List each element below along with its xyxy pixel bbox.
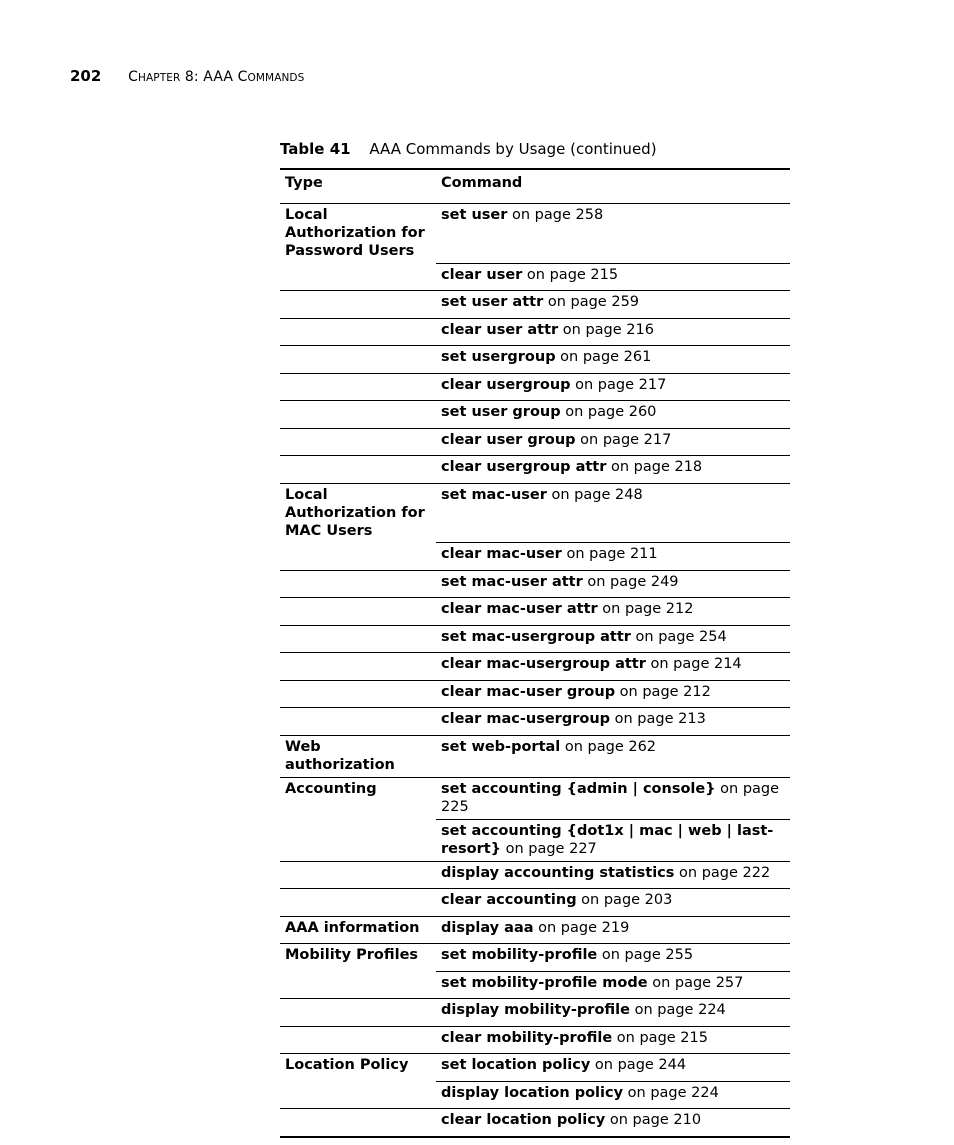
command-cell [436, 916, 790, 944]
table-row [280, 653, 790, 681]
page-reference: on page 222 [674, 864, 771, 881]
table-row [280, 916, 790, 944]
page-reference: on page 211 [561, 546, 658, 562]
type-cell [280, 598, 436, 626]
table-row [280, 999, 790, 1027]
command-name: set mac-user attr [441, 573, 583, 590]
command-name: set mac-usergroup attr [441, 628, 631, 645]
command-name: set user group [441, 404, 561, 420]
command-name: set mac-user [441, 486, 547, 503]
command-cell [436, 598, 790, 626]
table-header-row [280, 169, 790, 204]
type-cell [280, 570, 436, 598]
command-cell [436, 1109, 790, 1137]
page-reference: on page 224 [623, 1084, 719, 1101]
type-cell: Local Authorization for Password Users [280, 204, 436, 264]
type-cell [280, 456, 436, 484]
command-cell [436, 318, 790, 346]
command-cell [436, 999, 790, 1027]
table-number: Table 41 [280, 140, 351, 158]
command-cell [436, 680, 790, 708]
command-name: clear mac-usergroup attr [441, 656, 646, 672]
table-row [280, 1054, 790, 1082]
table-row [280, 204, 790, 264]
type-cell [280, 819, 436, 861]
type-cell: Accounting [280, 777, 436, 819]
type-cell [280, 263, 436, 291]
command-cell [436, 1081, 790, 1109]
command-cell [436, 456, 790, 484]
command-name: display location policy [441, 1084, 624, 1101]
command-name: set usergroup [441, 349, 556, 365]
aaa-commands-table [280, 168, 790, 1138]
table-row [280, 971, 790, 999]
table-row [280, 598, 790, 626]
column-header-command: Command [436, 169, 790, 204]
table-row [280, 680, 790, 708]
page-reference: on page 210 [605, 1112, 702, 1128]
type-cell [280, 428, 436, 456]
table-row [280, 625, 790, 653]
page-reference: on page 244 [590, 1057, 687, 1073]
page-reference: on page 225 [441, 780, 780, 815]
command-name: display accounting statistics [441, 864, 675, 881]
command-cell [436, 889, 790, 917]
table-row [280, 735, 790, 777]
command-name: clear usergroup attr [441, 459, 607, 475]
page-reference: on page 212 [597, 601, 694, 617]
page-reference: on page 219 [533, 919, 630, 936]
type-cell [280, 346, 436, 374]
page-reference: on page 217 [575, 431, 672, 448]
table-row [280, 401, 790, 429]
table-row [280, 483, 790, 543]
table-row [280, 570, 790, 598]
type-cell: Web authorization [280, 735, 436, 777]
command-name: clear accounting [441, 892, 577, 908]
page-reference: on page 215 [612, 1029, 708, 1046]
command-name: clear mac-user [441, 546, 562, 562]
type-cell [280, 291, 436, 319]
table-row [280, 428, 790, 456]
page-reference: on page 255 [597, 947, 694, 963]
type-cell [280, 653, 436, 681]
command-cell [436, 401, 790, 429]
type-cell [280, 889, 436, 917]
command-name: display mobility-profile [441, 1002, 630, 1018]
command-cell [436, 543, 790, 571]
command-name: set user [441, 207, 508, 223]
command-cell [436, 625, 790, 653]
command-name: clear user [441, 266, 523, 283]
page-reference: on page 212 [615, 683, 711, 700]
command-name: clear user group [441, 431, 576, 448]
command-name: clear mac-usergroup [441, 711, 611, 727]
table-row [280, 819, 790, 861]
table-row [280, 543, 790, 571]
command-cell [436, 483, 790, 543]
command-cell [436, 944, 790, 972]
type-cell [280, 680, 436, 708]
table-row [280, 1081, 790, 1109]
type-cell [280, 1081, 436, 1109]
page-reference: on page 258 [507, 207, 604, 223]
table-row [280, 346, 790, 374]
command-name: clear mac-user attr [441, 601, 598, 617]
type-cell: AAA information [280, 916, 436, 944]
page-reference: on page 224 [629, 1002, 726, 1018]
table-row [280, 373, 790, 401]
command-name: set accounting {dot1x | mac | web | last-resort} [441, 822, 774, 857]
command-cell [436, 346, 790, 374]
page-reference: on page 261 [555, 349, 652, 365]
command-cell [436, 653, 790, 681]
table-row [280, 263, 790, 291]
page-reference: on page 218 [606, 459, 703, 475]
table-caption [280, 139, 657, 159]
command-name: set accounting {admin | console} [441, 780, 716, 797]
command-cell [436, 1026, 790, 1054]
chapter-title: CHAPTER 8: AAA COMMANDS [128, 69, 305, 85]
type-cell [280, 373, 436, 401]
type-cell [280, 708, 436, 736]
command-name: clear location policy [441, 1112, 606, 1128]
type-cell [280, 861, 436, 889]
command-cell [436, 428, 790, 456]
command-cell [436, 735, 790, 777]
command-name: set mobility-profile mode [441, 974, 648, 991]
page-reference: on page 254 [630, 628, 727, 645]
table-row [280, 889, 790, 917]
type-cell [280, 625, 436, 653]
page-reference: on page 262 [560, 738, 657, 755]
type-cell [280, 999, 436, 1027]
command-cell [436, 971, 790, 999]
type-cell [280, 1109, 436, 1137]
command-cell [436, 204, 790, 264]
type-cell: Local Authorization for MAC Users [280, 483, 436, 543]
command-cell [436, 291, 790, 319]
table-row [280, 861, 790, 889]
page-number: 202 [70, 67, 102, 85]
page-reference: on page 257 [647, 974, 744, 991]
type-cell: Mobility Profiles [280, 944, 436, 972]
command-cell [436, 570, 790, 598]
command-name: display aaa [441, 919, 534, 936]
command-cell [436, 373, 790, 401]
page-reference: on page 216 [558, 321, 654, 338]
command-cell [436, 708, 790, 736]
type-cell [280, 401, 436, 429]
page-reference: on page 214 [645, 656, 742, 672]
command-cell [436, 263, 790, 291]
command-cell [436, 861, 790, 889]
table-row [280, 944, 790, 972]
command-cell [436, 1054, 790, 1082]
command-name: clear mac-user group [441, 683, 616, 700]
command-cell [436, 819, 790, 861]
table-row [280, 777, 790, 819]
table-body [280, 204, 790, 1137]
table-row [280, 456, 790, 484]
page-reference: on page 213 [610, 711, 706, 727]
table-row [280, 1026, 790, 1054]
page-reference: on page 227 [500, 840, 597, 857]
command-name: set user attr [441, 294, 544, 310]
page-reference: on page 260 [560, 404, 657, 420]
page-reference: on page 203 [576, 892, 673, 908]
column-header-type: Type [280, 169, 436, 204]
table-title: AAA Commands by Usage (continued) [369, 140, 657, 158]
command-name: clear usergroup [441, 376, 571, 393]
command-name: set location policy [441, 1057, 591, 1073]
page-reference: on page 248 [546, 486, 643, 503]
page-reference: on page 259 [543, 294, 640, 310]
page-reference: on page 217 [570, 376, 667, 393]
command-name: set web-portal [441, 738, 561, 755]
command-name: clear mobility-profile [441, 1029, 613, 1046]
page-reference: on page 249 [582, 573, 679, 590]
table-row [280, 291, 790, 319]
command-name: set mobility-profile [441, 947, 598, 963]
running-head [70, 66, 304, 88]
table-row [280, 1109, 790, 1137]
command-name: clear user attr [441, 321, 559, 338]
table-row [280, 708, 790, 736]
type-cell [280, 318, 436, 346]
type-cell: Location Policy [280, 1054, 436, 1082]
command-cell [436, 777, 790, 819]
page-reference: on page 215 [522, 266, 619, 283]
table-row [280, 318, 790, 346]
type-cell [280, 971, 436, 999]
type-cell [280, 543, 436, 571]
type-cell [280, 1026, 436, 1054]
